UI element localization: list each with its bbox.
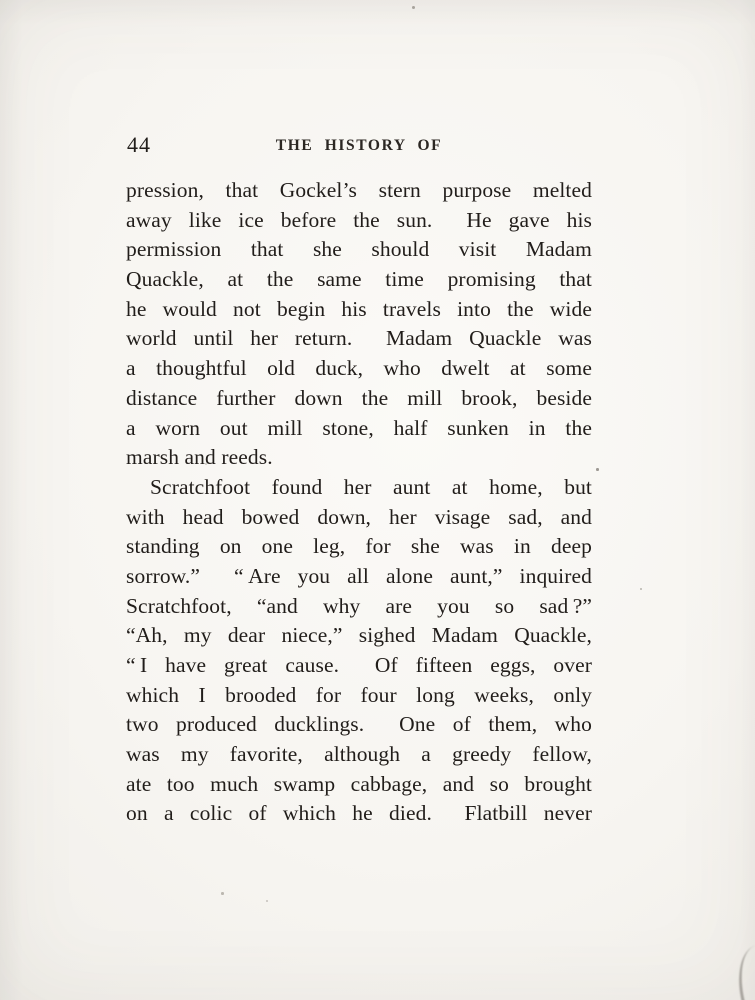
text-line: world until her return. Madam Quackle was xyxy=(126,326,592,351)
text-line: ate too much swamp cabbage, and so brought xyxy=(126,771,592,796)
text-line: he would not begin his travels into the wide xyxy=(126,296,592,321)
text-line: distance further down the mill brook, beside xyxy=(126,385,592,410)
text-line: Scratchfoot, “and why are you so sad ?” xyxy=(126,593,592,618)
text-line: sorrow.” “ Are you all alone aunt,” inquired xyxy=(126,563,592,588)
text-line: with head bowed down, her visage sad, and xyxy=(126,504,592,529)
running-head: THE HISTORY OF xyxy=(275,137,443,154)
scan-speck xyxy=(221,892,224,895)
text-line: two produced ducklings. One of them, who xyxy=(126,712,592,737)
text-line: permission that she should visit Madam xyxy=(126,237,592,262)
page-number: 44 xyxy=(127,132,151,157)
scan-corner-smudge xyxy=(729,946,755,1000)
text-line: “ I have great cause. Of fifteen eggs, over xyxy=(126,653,592,677)
scan-speck xyxy=(266,900,268,902)
text-line: Scratchfoot found her aunt at home, but xyxy=(150,474,592,499)
scan-speck xyxy=(640,588,642,590)
text-line: marsh and reeds. xyxy=(126,445,273,470)
text-line: which I brooded for four long weeks, only xyxy=(126,682,592,707)
text-line: away like ice before the sun. He gave his xyxy=(126,207,592,232)
body-text xyxy=(126,176,592,829)
text-line: was my favorite, although a greedy fellow, xyxy=(126,742,592,767)
text-line: “Ah, my dear niece,” sighed Madam Quackle, xyxy=(126,623,592,648)
text-line: standing on one leg, for she was in deep xyxy=(126,534,592,559)
scan-speck xyxy=(596,468,599,471)
text-line: a thoughtful old duck, who dwelt at some xyxy=(126,356,592,381)
text-line: a worn out mill stone, half sunken in the xyxy=(126,415,592,440)
text-line: pression, that Gockel’s stern purpose melted xyxy=(126,178,592,202)
page-header xyxy=(126,132,592,158)
text-line: on a colic of which he died. Flatbill never xyxy=(126,801,592,826)
scan-speck xyxy=(412,6,415,9)
text-line: Quackle, at the same time promising that xyxy=(126,267,592,292)
